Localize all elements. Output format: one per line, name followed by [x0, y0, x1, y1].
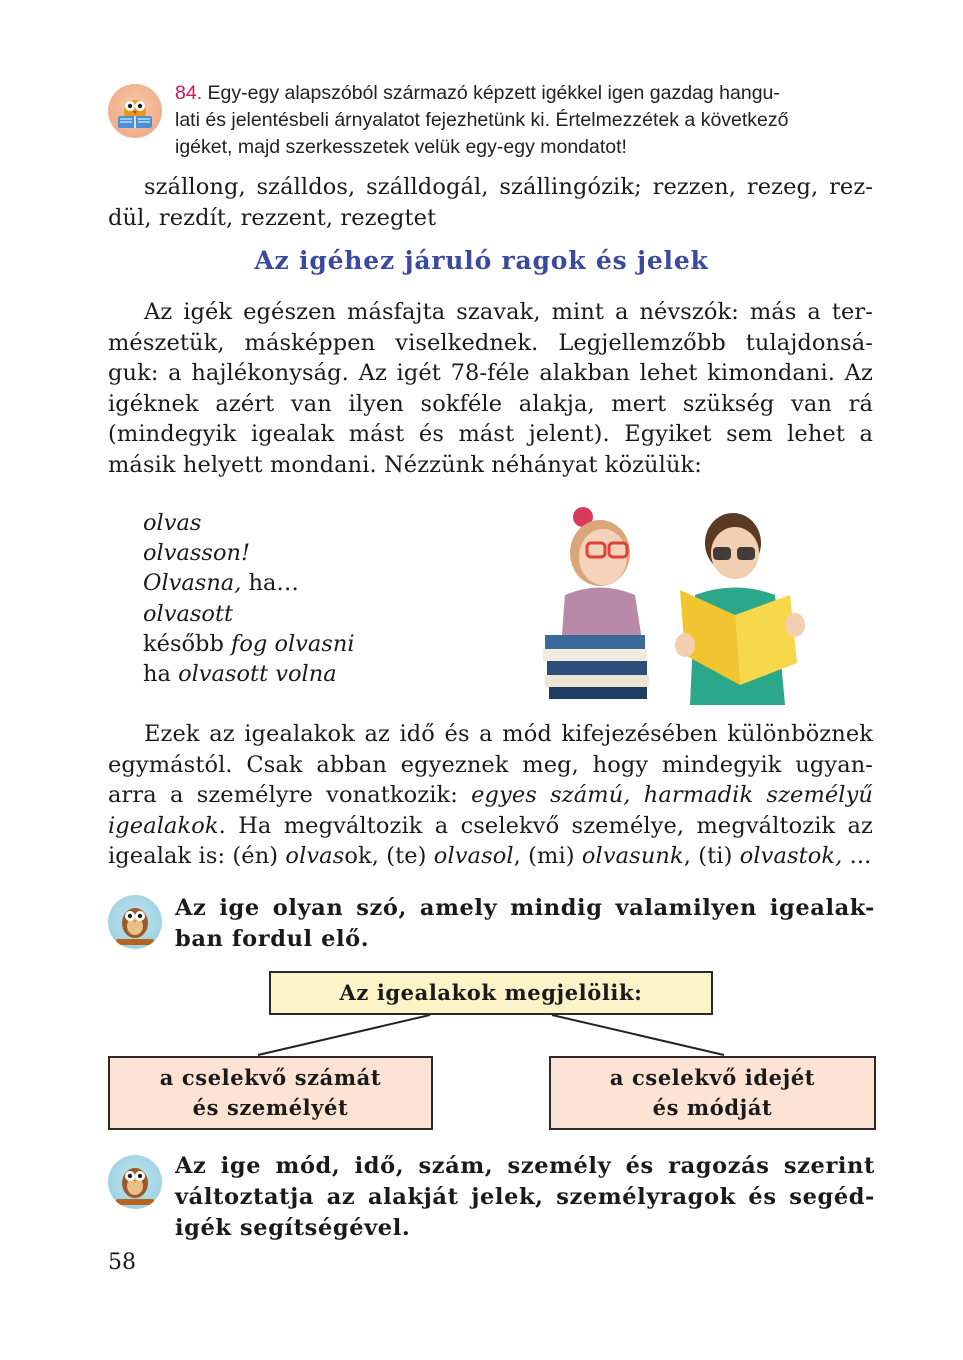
exercise-line: Egy-egy alapszóból származó képzett igékkel igen gazdag hangu-	[207, 82, 780, 104]
owl-icon	[108, 1155, 162, 1209]
page-number: 58	[108, 1250, 136, 1275]
exercise-number: 84.	[175, 82, 203, 104]
rule-ige-definition: Az ige olyan szó, amely mindig valamilyen igealak- ban fordul elő.	[175, 895, 875, 952]
list-item: olvasott	[143, 600, 234, 627]
paragraph-forms: Ezek az igealakok az idő és a mód kifejezésében különböznek egymástól. Csak abban egyeznek meg, hogy mindegyik ugyan- arra a személyre vonatkozik: egyes számú, harmadik személyű igealakok. Ha megváltozik a cselekvő személye, megváltozik az igealak is: (én) olvasok, (te) olvasol, (mi) olvasunk, (ti) olvastok, ...	[108, 721, 873, 869]
list-item: később fog olvasni	[143, 630, 355, 657]
diagram-left-label: a cselekvő számát	[159, 1065, 382, 1090]
list-item: Olvasna, ha…	[143, 570, 299, 597]
diagram-left-label: és személyét	[192, 1095, 349, 1120]
list-item: olvas	[143, 510, 202, 536]
exercise-line: igéket, majd szerkesszetek velük egy-egy mondatot!	[175, 136, 627, 158]
diagram-top-label: Az igealakok megjelölik:	[339, 980, 643, 1005]
diagram-right-box	[549, 1056, 876, 1130]
diagram-top-box	[269, 971, 713, 1015]
list-item: ha olvasott volna	[143, 661, 337, 688]
diagram-right-label: a cselekvő idejét	[609, 1065, 816, 1090]
exercise-words: szállong, szálldos, szálldogál, szállingózik; rezzen, rezeg, rez- dül, rezdít, rezzent, rezegtet	[108, 174, 873, 231]
paragraph-intro: Az igék egészen másfajta szavak, mint a névszók: más a ter- mészetük, másképpen viselkednek. Legjellemzőbb tulajdonsá- guk: a hajlékonyság. Az igét 78-féle alakban lehet kimondani. Az igéknek azért van ilyen sokféle alakja, mert szükség van rá (mindegyik igealak mást és mást jelent). Egyiket sem lehet a másik helyett mondani. Nézzünk néhányat közülük:	[108, 299, 873, 478]
rule-ige-changes: Az ige mód, idő, szám, személy és ragozás szerint változtatja az alakját jelek, személyragok és segéd- igék segítségével.	[175, 1153, 875, 1241]
diagram-right-label: és módját	[652, 1095, 773, 1120]
exercise-line: lati és jelentésbeli árnyalatot fejezhetünk ki. Értelmezzétek a következő	[175, 109, 789, 131]
diagram-left-box	[108, 1056, 433, 1130]
section-heading: Az igéhez járuló ragok és jelek	[254, 246, 709, 275]
list-item: olvasson!	[143, 540, 251, 567]
